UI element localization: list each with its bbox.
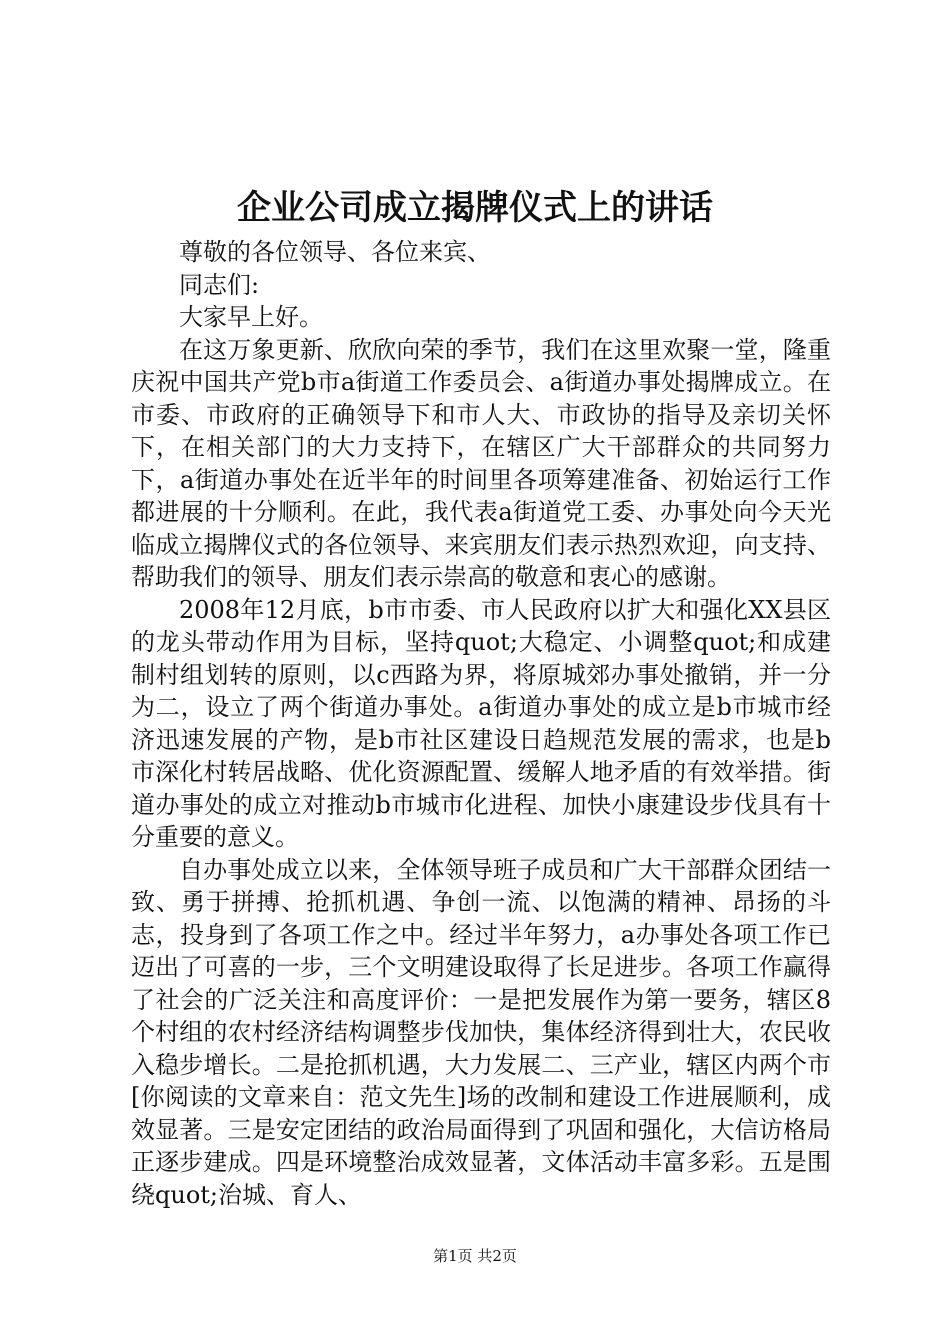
page-number-footer: 第1页 共2页 — [433, 1247, 517, 1265]
document-body — [131, 236, 831, 1211]
body-paragraph: 2008年12月底，b市市委、市人民政府以扩大和强化XX县区的龙头带动作用为目标，坚持quot;大稳定、小调整quot;和成建制村组划转的原则，以c西路为界，将原城郊办事处撤销，并一分为二，设立了两个街道办事处。a街道办事处的成立是b市城市经济迅速发展的产物，是b市社区建设日趋规范发展的需求，也是b市深化村转居战略、优化资源配置、缓解人地矛盾的有效举措。街道办事处的成立对推动b市城市化进程、加快小康建设步伐具有十分重要的意义。 — [131, 595, 831, 851]
document-title: 企业公司成立揭牌仪式上的讲话 — [237, 188, 713, 228]
body-paragraph: 自办事处成立以来，全体领导班子成员和广大干部群众团结一致、勇于拼搏、抢抓机遇、争创一流、以饱满的精神、昂扬的斗志，投身到了各项工作之中。经过半年努力，a办事处各项工作已迈出了可喜的一步，三个文明建设取得了长足进步。各项工作赢得了社会的广泛关注和高度评价：一是把发展作为第一要务，辖区8个村组的农村经济结构调整步伐加快，集体经济得到壮大，农民收入稳步增长。二是抢抓机遇，大力发展二、三产业，辖区内两个市[你阅读的文章来自：范文先生]场的改制和建设工作进展顺利，成效显著。三是安定团结的政治局面得到了巩固和强化，大信访格局正逐步建成。四是环境整治成效显著，文体活动丰富多彩。五是围绕quot;治城、育人、 — [131, 855, 831, 1209]
salutation-line: 同志们: — [179, 270, 260, 299]
salutation-line: 尊敬的各位领导、各位来宾、 — [179, 238, 491, 266]
greeting-line: 大家早上好。 — [179, 303, 323, 331]
body-paragraph: 在这万象更新、欣欣向荣的季节，我们在这里欢聚一堂，隆重庆祝中国共产党b市a街道工作委员会、a街道办事处揭牌成立。在市委、市政府的正确领导下和市人大、市政协的指导及亲切关怀下，在相关部门的大力支持下，在辖区广大干部群众的共同努力下，a街道办事处在近半年的时间里各项筹建准备、初始运行工作都进展的十分顺利。在此，我代表a街道党工委、办事处向今天光临成立揭牌仪式的各位领导、来宾朋友们表示热烈欢迎，向支持、帮助我们的领导、朋友们表示崇高的敬意和衷心的感谢。 — [131, 335, 831, 591]
